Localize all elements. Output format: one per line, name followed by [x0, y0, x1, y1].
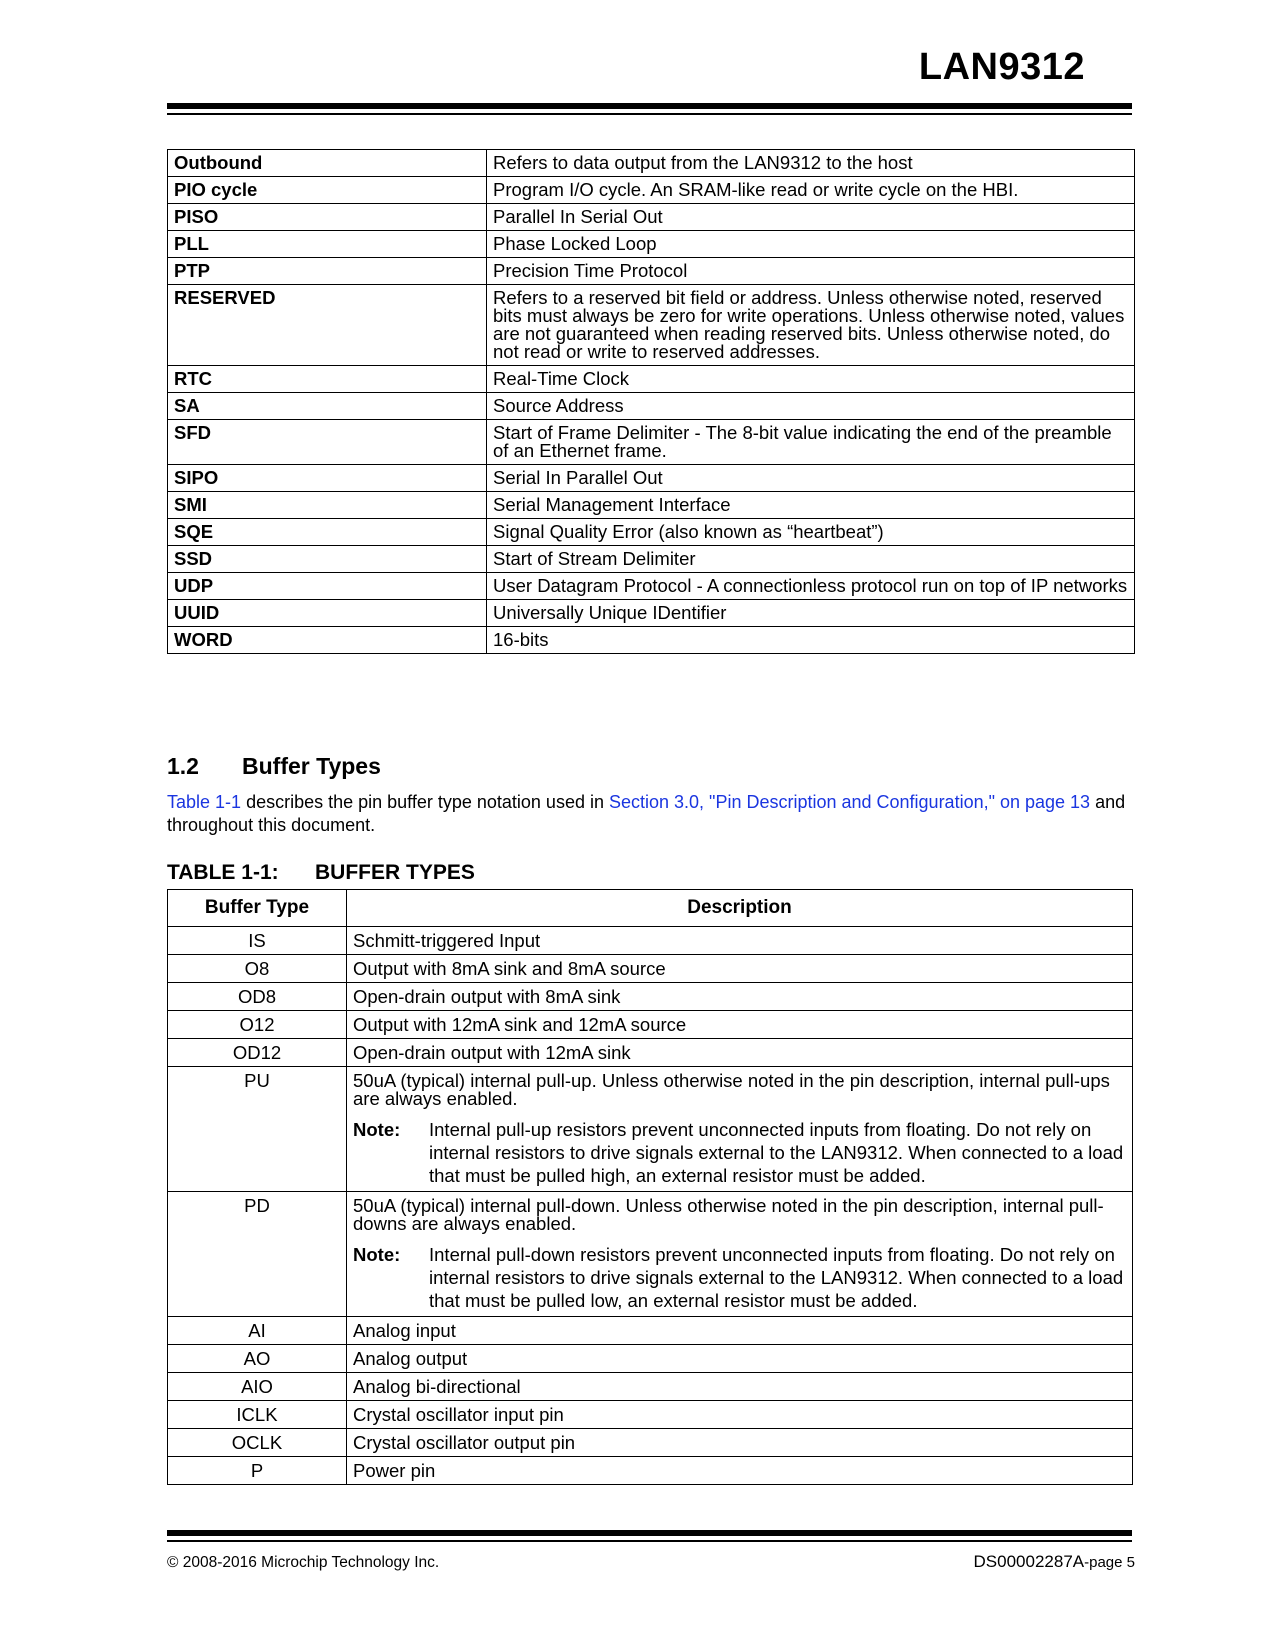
buffer-type-description-cell [347, 1317, 1133, 1345]
glossary-row [168, 285, 1135, 366]
buffer-type-row [168, 1317, 1133, 1345]
glossary-row [168, 258, 1135, 285]
glossary-row [168, 627, 1135, 654]
glossary-definition: Universally Unique IDentifier [487, 600, 1135, 627]
glossary-term: PLL [168, 231, 487, 258]
buffer-type-description-cell [347, 1345, 1133, 1373]
buffer-type-row [168, 1039, 1133, 1067]
footer-rule-thin [167, 1540, 1132, 1542]
buffer-type-code: O8 [168, 955, 347, 983]
buffer-type-description: Output with 12mA sink and 12mA source [353, 1014, 687, 1035]
note-text: Internal pull-up resistors prevent unconnected inputs from floating. Do not rely on internal resistors to drive signals external to the LAN9312. When connected to a load that must be pulled high, an external resistor must be added. [429, 1119, 1124, 1186]
glossary-definition: Start of Stream Delimiter [487, 546, 1135, 573]
glossary-term: SQE [168, 519, 487, 546]
section-intro [167, 791, 1137, 837]
buffer-type-row [168, 1457, 1133, 1485]
buffer-type-description: 50uA (typical) internal pull-up. Unless otherwise noted in the pin description, internal pull-ups are always enabled. [353, 1070, 1110, 1109]
footer-rule-thick [167, 1530, 1132, 1536]
glossary-definition: Refers to data output from the LAN9312 to the host [487, 150, 1135, 177]
glossary-row [168, 393, 1135, 420]
footer-page-number: -page 5 [1084, 1554, 1135, 1571]
buffer-type-code: P [168, 1457, 347, 1485]
glossary-row [168, 150, 1135, 177]
buffer-type-code: O12 [168, 1011, 347, 1039]
buffer-type-code: OD12 [168, 1039, 347, 1067]
buffer-type-row [168, 983, 1133, 1011]
glossary-row [168, 573, 1135, 600]
footer-copyright: © 2008-2016 Microchip Technology Inc. [167, 1554, 440, 1571]
table-caption-title: BUFFER TYPES [315, 861, 475, 884]
document-title: LAN9312 [918, 46, 1085, 88]
buffer-type-description: 50uA (typical) internal pull-down. Unless otherwise noted in the pin description, internal pull-downs are always enabled. [353, 1195, 1104, 1234]
glossary-definition: Parallel In Serial Out [487, 204, 1135, 231]
buffer-type-code: AI [168, 1317, 347, 1345]
buffer-type-description-cell [347, 1429, 1133, 1457]
glossary-term: SA [168, 393, 487, 420]
glossary-definition: Program I/O cycle. An SRAM-like read or write cycle on the HBI. [487, 177, 1135, 204]
section-heading [167, 753, 381, 780]
note-label: Note: [353, 1244, 401, 1265]
buffer-type-description-cell [347, 983, 1133, 1011]
buffer-type-description-cell [347, 1067, 1133, 1192]
glossary-row [168, 492, 1135, 519]
glossary-row [168, 231, 1135, 258]
intro-text-1: describes the pin buffer type notation used in [241, 792, 609, 812]
glossary-definition: Real-Time Clock [487, 366, 1135, 393]
buffer-type-row [168, 1192, 1133, 1317]
buffer-type-description: Output with 8mA sink and 8mA source [353, 958, 666, 979]
buffer-type-description-cell [347, 1457, 1133, 1485]
glossary-row [168, 465, 1135, 492]
glossary-term: SIPO [168, 465, 487, 492]
section-number: 1.2 [167, 753, 199, 779]
buffer-type-row [168, 1011, 1133, 1039]
glossary-row [168, 177, 1135, 204]
buffer-type-code: PD [168, 1192, 347, 1317]
buffer-type-description: Crystal oscillator input pin [353, 1404, 564, 1425]
glossary-definition: 16-bits [487, 627, 1135, 654]
table-reference-link[interactable]: Table 1-1 [167, 792, 242, 812]
buffer-type-description-cell [347, 1373, 1133, 1401]
glossary-definition: Start of Frame Delimiter - The 8-bit value indicating the end of the preamble of an Ethernet frame. [487, 420, 1135, 465]
glossary-definition: Phase Locked Loop [487, 231, 1135, 258]
column-header-buffer-type: Buffer Type [168, 890, 347, 927]
glossary-term: PTP [168, 258, 487, 285]
buffer-type-code: PU [168, 1067, 347, 1192]
buffer-type-code: AO [168, 1345, 347, 1373]
glossary-term: UUID [168, 600, 487, 627]
buffer-type-code: OCLK [168, 1429, 347, 1457]
buffer-type-code: OD8 [168, 983, 347, 1011]
glossary-definition: Serial Management Interface [487, 492, 1135, 519]
buffer-type-row [168, 955, 1133, 983]
glossary-row [168, 204, 1135, 231]
glossary-definition: Precision Time Protocol [487, 258, 1135, 285]
buffer-type-row [168, 927, 1133, 955]
buffer-type-description-cell [347, 1401, 1133, 1429]
buffer-type-description: Open-drain output with 12mA sink [353, 1042, 631, 1063]
buffer-type-row [168, 1401, 1133, 1429]
glossary-definition: Signal Quality Error (also known as “heartbeat”) [487, 519, 1135, 546]
buffer-type-description-cell [347, 955, 1133, 983]
note-text: Internal pull-down resistors prevent unconnected inputs from floating. Do not rely on internal resistors to drive signals external to the LAN9312. When connected to a load that must be pulled low, an external resistor must be added. [429, 1244, 1124, 1311]
buffer-type-description-cell [347, 1192, 1133, 1317]
buffer-type-row [168, 1373, 1133, 1401]
glossary-definition: Refers to a reserved bit field or address. Unless otherwise noted, reserved bits must always be zero for write operations. Unless otherwise noted, values are not guaranteed when reading reserved bits. Unless otherwise noted, do not read or write to reserved addresses. [487, 285, 1135, 366]
buffer-type-row [168, 1429, 1133, 1457]
glossary-row [168, 519, 1135, 546]
buffer-type-code: ICLK [168, 1401, 347, 1429]
buffer-type-description: Analog input [353, 1320, 456, 1341]
buffer-type-row [168, 1067, 1133, 1192]
glossary-table [167, 149, 1135, 654]
buffer-type-code: IS [168, 927, 347, 955]
buffer-type-description: Analog bi-directional [353, 1376, 521, 1397]
glossary-term: RTC [168, 366, 487, 393]
table-header-row [168, 890, 1133, 927]
glossary-definition: Serial In Parallel Out [487, 465, 1135, 492]
glossary-row [168, 546, 1135, 573]
column-header-description: Description [347, 890, 1133, 927]
note-block [353, 1243, 1126, 1312]
buffer-type-description: Power pin [353, 1460, 436, 1481]
glossary-row [168, 366, 1135, 393]
note-block [353, 1118, 1126, 1187]
glossary-row [168, 420, 1135, 465]
buffer-types-table [167, 889, 1133, 1485]
glossary-term: RESERVED [168, 285, 487, 366]
glossary-term: WORD [168, 627, 487, 654]
note-label: Note: [353, 1119, 401, 1140]
buffer-type-description: Open-drain output with 8mA sink [353, 986, 621, 1007]
glossary-term: SSD [168, 546, 487, 573]
footer-page-info [974, 1552, 1135, 1572]
header-rule-thick [167, 103, 1132, 109]
buffer-type-description: Analog output [353, 1348, 468, 1369]
buffer-type-description-cell [347, 927, 1133, 955]
glossary-term: PIO cycle [168, 177, 487, 204]
glossary-term: SFD [168, 420, 487, 465]
section-title: Buffer Types [242, 753, 381, 779]
glossary-term: PISO [168, 204, 487, 231]
buffer-type-description-cell [347, 1039, 1133, 1067]
glossary-row [168, 600, 1135, 627]
intro-text-2: and throughout this document. [167, 792, 1126, 835]
buffer-type-description: Schmitt-triggered Input [353, 930, 541, 951]
section-reference-link[interactable]: Section 3.0, "Pin Description and Configuration," on page 13 [608, 792, 1091, 812]
glossary-term: Outbound [168, 150, 487, 177]
buffer-type-description: Crystal oscillator output pin [353, 1432, 576, 1453]
footer-doc-number: DS00002287A [973, 1552, 1085, 1571]
glossary-definition: User Datagram Protocol - A connectionless protocol run on top of IP networks [487, 573, 1135, 600]
buffer-type-description-cell [347, 1011, 1133, 1039]
glossary-definition: Source Address [487, 393, 1135, 420]
buffer-type-code: AIO [168, 1373, 347, 1401]
table-caption [167, 861, 475, 885]
glossary-term: UDP [168, 573, 487, 600]
table-caption-number: TABLE 1-1: [167, 861, 279, 884]
header-rule-thin [167, 113, 1132, 115]
glossary-term: SMI [168, 492, 487, 519]
buffer-type-row [168, 1345, 1133, 1373]
